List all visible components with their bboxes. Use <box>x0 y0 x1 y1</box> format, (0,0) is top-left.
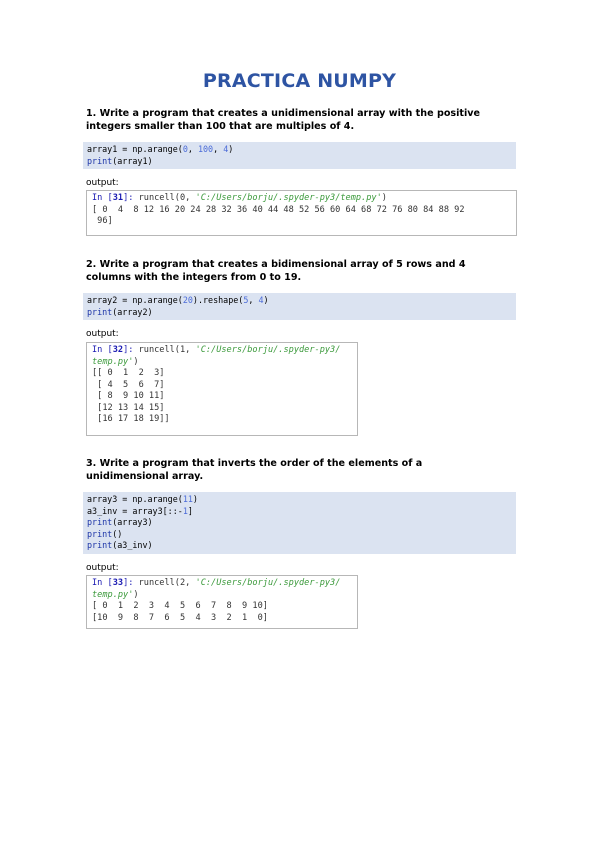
output-label: output: <box>86 329 119 339</box>
output-label: output: <box>86 178 119 188</box>
code-line: print(array3) <box>87 517 153 527</box>
exercise-3-code-block <box>83 492 516 554</box>
console-prompt-line: temp.py') <box>92 356 139 367</box>
code-line: array1 = np.arange(0, 100, 4) <box>87 144 234 154</box>
exercise-1-output-console <box>86 190 517 236</box>
question-line: 1. Write a program that creates a unidimensional array with the positive <box>86 108 481 119</box>
code-line: print(array2) <box>87 306 153 317</box>
console-output-line: [ 8 9 10 11] <box>92 391 165 401</box>
exercise-1-question <box>86 108 516 133</box>
code-line: array3 = np.arange(11) <box>87 494 198 504</box>
question-line: unidimensional array. <box>86 470 204 482</box>
exercise-2-question <box>86 259 516 284</box>
console-output-line: 96] <box>92 216 113 226</box>
exercise-2-code-block <box>83 293 516 320</box>
exercise-2-output-console <box>86 342 358 436</box>
exercise-1-code-block <box>83 142 516 169</box>
question-line: columns with the integers from 0 to 19. <box>86 271 302 283</box>
console-prompt-line: In [31]: runcell(0, 'C:/Users/borju/.spyder-py3/temp.py') <box>92 193 387 203</box>
code-line: array2 = np.arange(20).reshape(5, 4) <box>87 295 269 305</box>
exercise-3-output-console <box>86 575 358 629</box>
code-line: print() <box>87 528 123 539</box>
console-output-line: [ 0 1 2 3 4 5 6 7 8 9 10] <box>92 601 268 611</box>
question-line: 3. Write a program that inverts the order of the elements of a <box>86 458 423 469</box>
console-output-line: [10 9 8 7 6 5 4 3 2 1 0] <box>92 612 268 623</box>
page-title: PRACTICA NUMPY <box>202 70 397 92</box>
code-line: print(a3_inv) <box>87 540 153 550</box>
console-prompt-line: temp.py') <box>92 589 139 600</box>
console-output-line: [ 4 5 6 7] <box>92 379 165 390</box>
console-prompt-line: In [33]: runcell(2, 'C:/Users/borju/.spyder-py3/ <box>92 578 341 588</box>
output-label: output: <box>86 563 119 573</box>
exercise-3-question <box>86 458 516 483</box>
console-output-line: [12 13 14 15] <box>92 402 165 413</box>
console-output-line: [16 17 18 19]] <box>92 414 170 424</box>
console-output-line: [ 0 4 8 12 16 20 24 28 32 36 40 44 48 52 56 60 64 68 72 76 80 84 88 92 <box>92 204 465 215</box>
question-line: 2. Write a program that creates a bidimensional array of 5 rows and 4 <box>86 259 466 270</box>
console-output-line: [[ 0 1 2 3] <box>92 368 165 378</box>
code-line: print(array1) <box>87 155 153 166</box>
code-line: a3_inv = array3[::-1] <box>87 505 193 516</box>
question-line: integers smaller than 100 that are multiples of 4. <box>86 120 355 132</box>
console-prompt-line: In [32]: runcell(1, 'C:/Users/borju/.spyder-py3/ <box>92 345 341 355</box>
